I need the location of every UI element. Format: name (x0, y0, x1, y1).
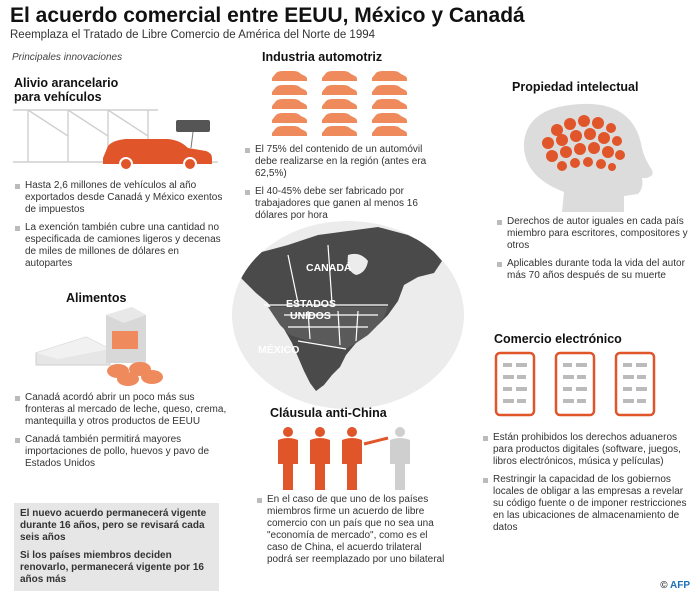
list-item: Hasta 2,6 millones de vehículos al año exportados desde Canadá y México exentos de impuestos (14, 180, 224, 216)
map-label-usa-line2: UNIDOS (290, 310, 331, 322)
copyright-symbol: © (660, 580, 668, 591)
map-label-canada: CANADÁ (306, 262, 352, 274)
milk-cheese-eggs-icon (28, 305, 208, 387)
vehicles-bullets (14, 180, 224, 276)
smartphones-icon (490, 350, 665, 420)
list-item: En el caso de que uno de los países miembros firme un acuerdo de libre comercio con un país que no sea una "economía de mercado", como es el caso de China, el acuerdo trilateral podrá ser reemplazado por uno bilateral (256, 494, 446, 566)
credit (660, 580, 690, 591)
list-item: Están prohibidos los derechos aduaneros para productos digitales (software, juegos, libros electrónicos, música y películas) (482, 432, 692, 468)
list-item: La exención también cubre una cantidad no especificada de camiones ligeros y decenas de miles de millones de dólares en autopartes (14, 222, 224, 270)
note-renewal: Si los países miembros deciden renovarlo, permanecerá vigente por 16 años más (14, 545, 219, 591)
food-bullets (14, 392, 232, 476)
list-item: El 75% del contenido de un automóvil debe realizarse en la región (antes era 62,5%) (244, 144, 432, 180)
car-grid-icon (272, 68, 422, 138)
ip-bullets (496, 216, 692, 288)
page-subtitle: Reemplaza el Tratado de Libre Comercio de América del Norte de 1994 (10, 29, 376, 41)
vehicles-title-line1: Alivio arancelario (14, 76, 119, 90)
north-america-map-icon (228, 215, 468, 410)
list-item: Canadá también permitirá mayores importaciones de pollo, huevos y pavo de Estados Unidos (14, 434, 232, 470)
list-item: Derechos de autor iguales en cada país miembro para escritores, compositores y otros (496, 216, 692, 252)
china-bullets (256, 494, 446, 572)
list-item: Aplicables durante toda la vida del autor más 70 años después de su muerte (496, 258, 692, 282)
afp-logo: AFP (670, 580, 690, 591)
section-label: Principales innovaciones (12, 52, 123, 63)
note-duration: El nuevo acuerdo permanecerá vigente durante 16 años, pero se revisará cada seis años (14, 503, 219, 549)
brain-head-icon (512, 96, 662, 214)
ecommerce-bullets (482, 432, 692, 540)
car-tariff-icon (8, 100, 233, 175)
ip-title: Propiedad intelectual (512, 80, 639, 94)
business-people-icon (272, 424, 422, 492)
auto-industry-title: Industria automotriz (262, 50, 383, 64)
map-label-usa-line1: ESTADOS (286, 298, 336, 310)
list-item: El 40-45% debe ser fabricado por trabajadores que ganen al menos 16 dólares por hora (244, 186, 432, 222)
list-item: Restringir la capacidad de los gobiernos locales de obligar a las empresas a revelar su código fuente o de imponer restricciones en las ubicaciones de almacenamiento de datos (482, 474, 692, 534)
map-label-mexico: MÉXICO (258, 344, 300, 356)
list-item: Canadá acordó abrir un poco más sus fronteras al mercado de leche, queso, crema, mantequilla y otros productos de EEUU (14, 392, 232, 428)
food-title: Alimentos (66, 291, 127, 305)
china-title: Cláusula anti-China (270, 406, 387, 420)
vehicles-title-line2: para vehículos (14, 90, 102, 104)
ecommerce-title: Comercio electrónico (494, 332, 622, 346)
page-title: El acuerdo comercial entre EEUU, México y Canadá (10, 4, 525, 27)
